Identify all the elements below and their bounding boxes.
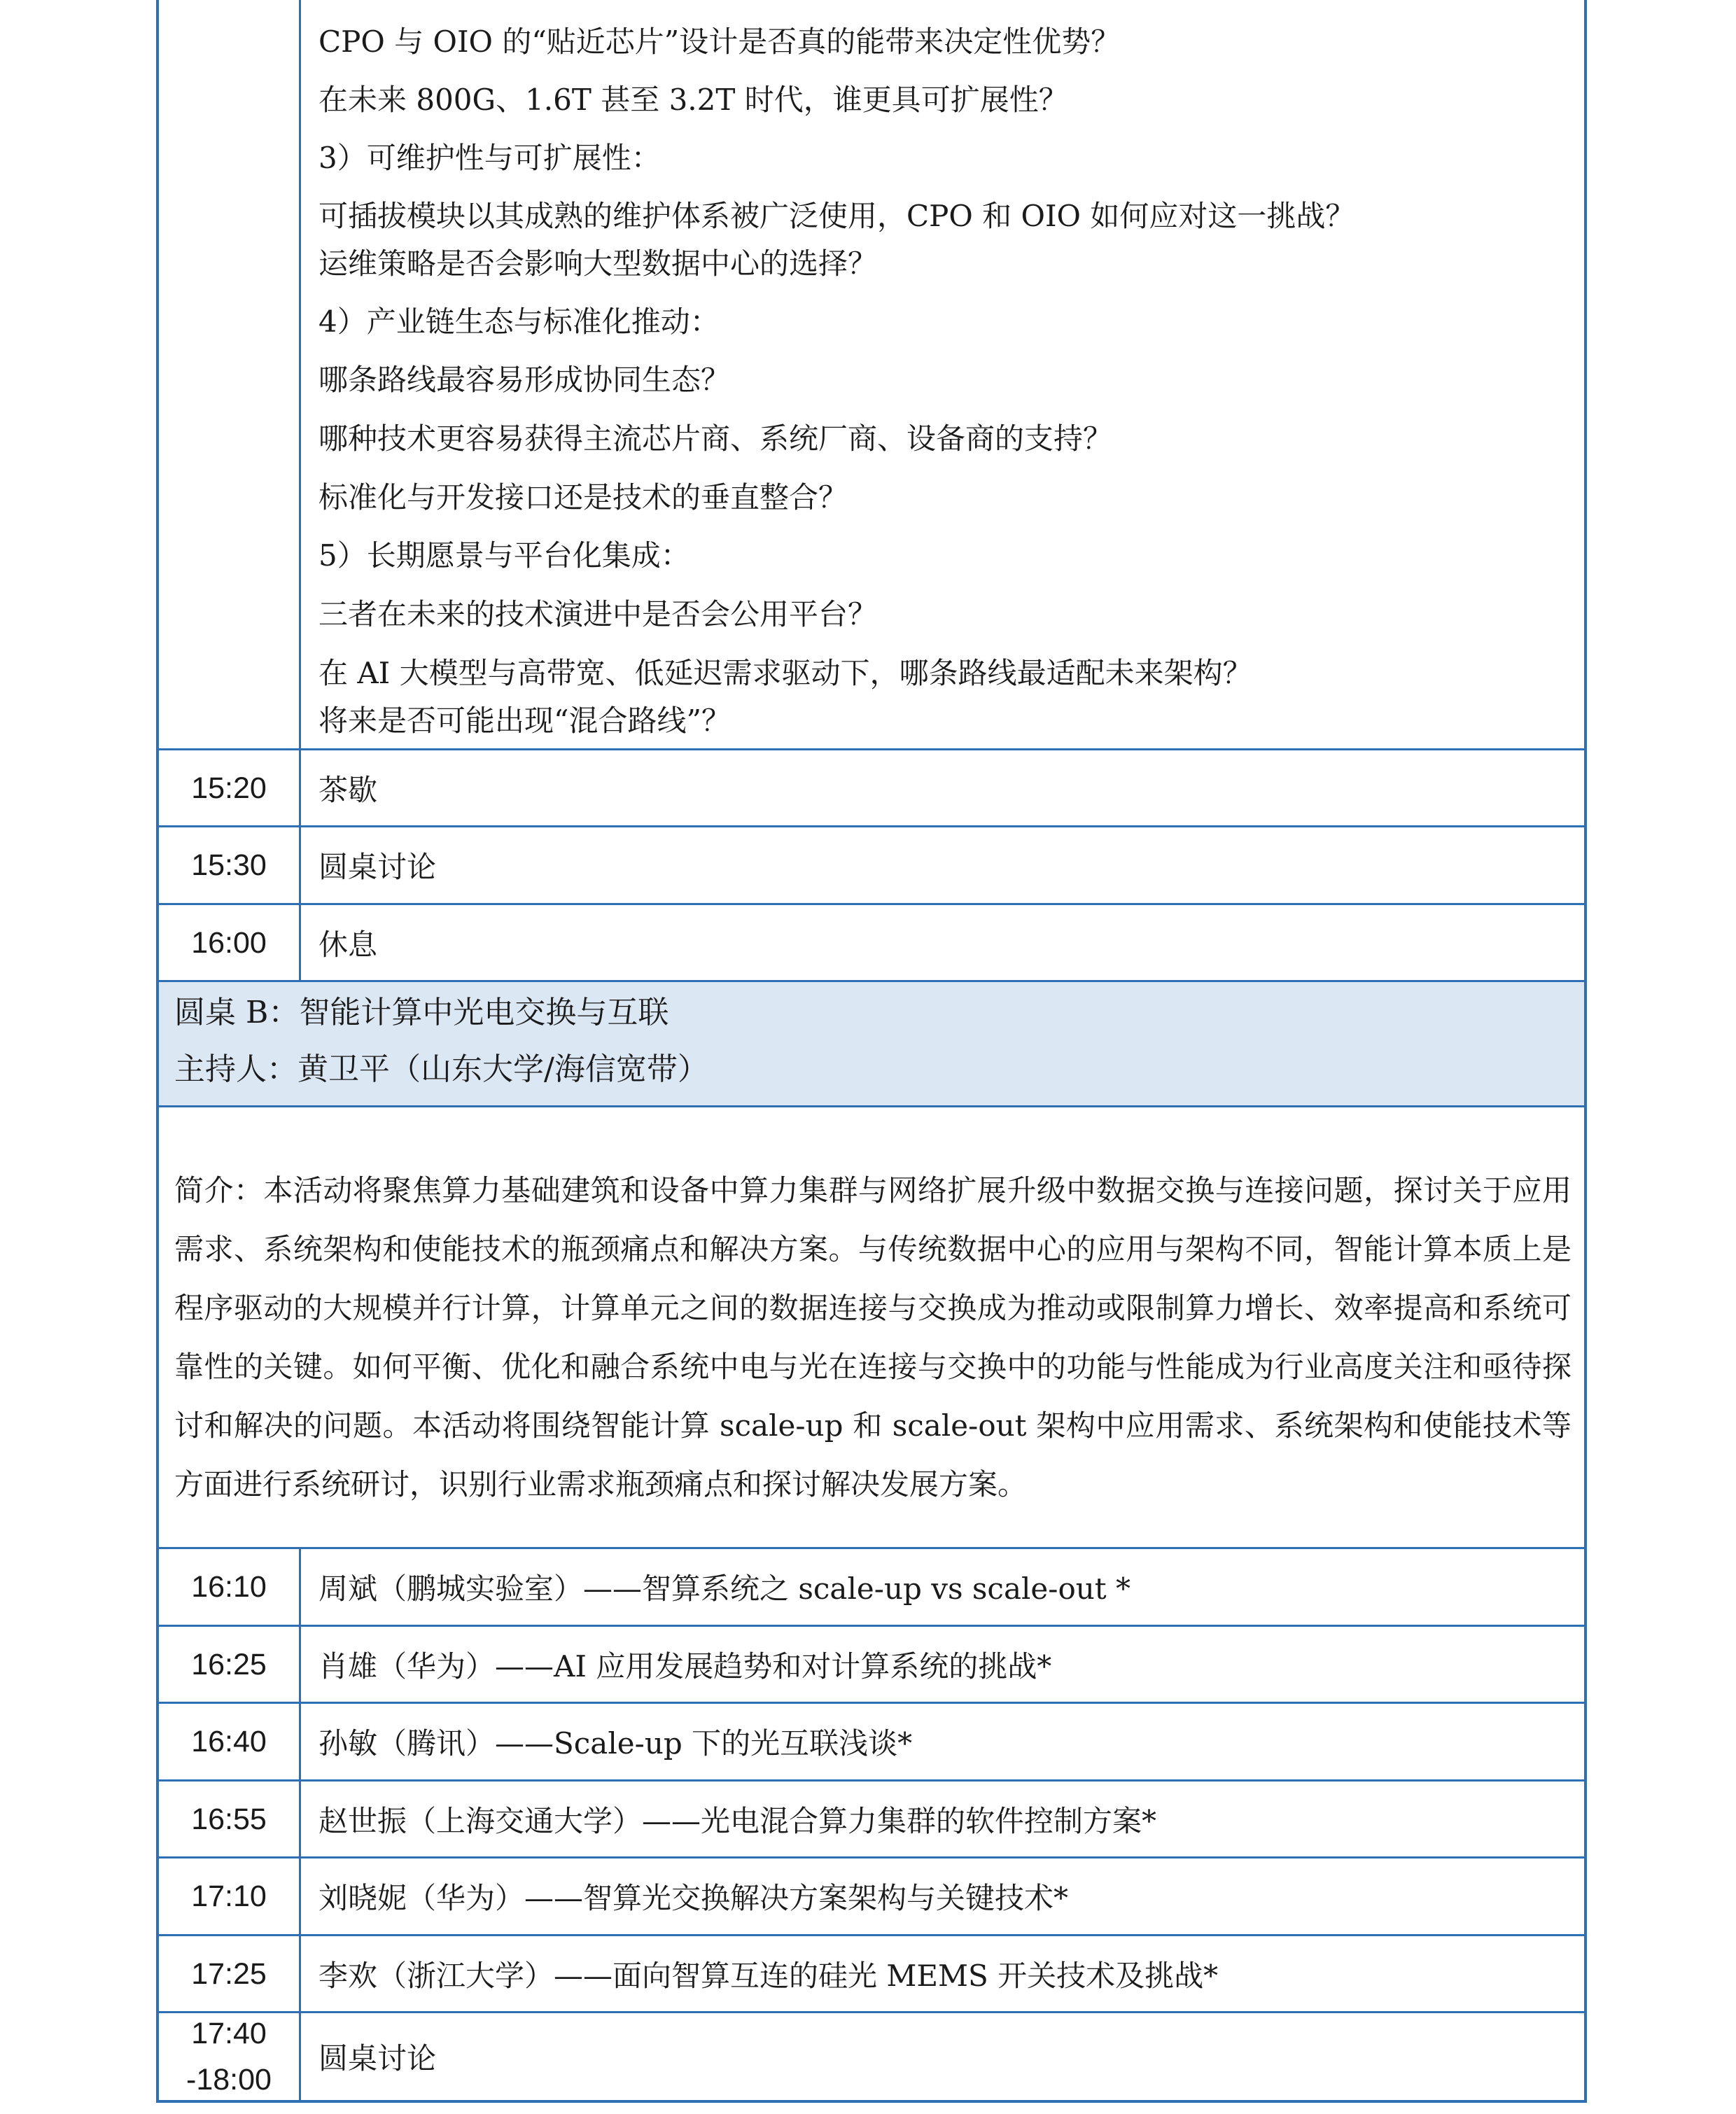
- item-cell: 圆桌讨论: [318, 850, 437, 884]
- question-line: 将来是否可能出现“混合路线”？: [318, 704, 731, 738]
- item-cell: 圆桌讨论: [318, 2041, 437, 2076]
- question-line: 在 AI 大模型与高带宽、低延迟需求驱动下，哪条路线最适配未来架构？: [318, 656, 1252, 690]
- time-cell: 16:55: [159, 1782, 301, 1856]
- schedule-row: [159, 1858, 1584, 1936]
- session-b-header: [159, 982, 1584, 1107]
- question-line: 哪条路线最容易形成协同生态？: [318, 363, 731, 397]
- schedule-row: [159, 1627, 1584, 1704]
- time-start: 17:40: [191, 2017, 267, 2050]
- time-cell: 17:10: [159, 1858, 301, 1934]
- item-cell: 肖雄（华为）——AI 应用发展趋势和对计算系统的挑战*: [318, 1648, 1052, 1684]
- item-cell: 李欢（浙江大学）——面向智算互连的硅光 MEMS 开关技术及挑战*: [318, 1958, 1219, 1993]
- time-cell: 15:20: [159, 750, 301, 825]
- item-cell: 休息: [318, 927, 378, 962]
- schedule-row-final: [159, 2013, 1584, 2100]
- time-cell: 15:30: [159, 827, 301, 903]
- session-title: 圆桌 B：智能计算中光电交换与互联: [174, 995, 669, 1030]
- schedule-row: [159, 1782, 1584, 1858]
- question-heading: 3）可维护性与可扩展性：: [318, 141, 661, 175]
- item-cell: 孙敏（腾讯）——Scale-up 下的光互联浅谈*: [318, 1726, 913, 1760]
- question-line: 在未来 800G、1.6T 甚至 3.2T 时代，谁更具可扩展性？: [318, 83, 1068, 117]
- schedule-row: [159, 827, 1584, 905]
- question-line: 可插拔模块以其成熟的维护体系被广泛使用，CPO 和 OIO 如何应对这一挑战？: [318, 199, 1355, 233]
- time-cell: 16:00: [159, 905, 301, 980]
- question-line: 哪种技术更容易获得主流芯片商、系统厂商、设备商的支持？: [318, 421, 1113, 456]
- item-cell: 茶歇: [318, 772, 378, 807]
- empty-time-cell: [159, 0, 301, 748]
- session-host: 主持人：黄卫平（山东大学/海信宽带）: [174, 1051, 708, 1087]
- schedule-row: [159, 1936, 1584, 2013]
- session-b-intro: [159, 1107, 1584, 1549]
- schedule-row: [159, 750, 1584, 827]
- time-cell: [159, 2013, 301, 2100]
- question-line: 标准化与开发接口还是技术的垂直整合？: [318, 480, 848, 514]
- time-end: -18:00: [186, 2063, 272, 2096]
- questions-row: [159, 0, 1584, 750]
- question-line: 三者在未来的技术演进中是否会公用平台？: [318, 597, 878, 631]
- schedule-row: [159, 1549, 1584, 1627]
- questions-cell: [301, 0, 1584, 748]
- time-cell: 16:25: [159, 1627, 301, 1702]
- schedule-row: [159, 905, 1584, 982]
- question-line: CPO 与 OIO 的“贴近芯片”设计是否真的能带来决定性优势？: [318, 24, 1121, 59]
- item-cell: 刘晓妮（华为）——智算光交换解决方案架构与关键技术*: [318, 1881, 1069, 1915]
- question-line: 运维策略是否会影响大型数据中心的选择？: [318, 246, 878, 281]
- schedule-row: [159, 1704, 1584, 1782]
- time-cell: 17:25: [159, 1936, 301, 2011]
- item-cell: 赵世振（上海交通大学）——光电混合算力集群的软件控制方案*: [318, 1803, 1157, 1838]
- agenda-table: [156, 0, 1587, 2103]
- question-heading: 4）产业链生态与标准化推动：: [318, 304, 720, 339]
- item-cell: 周斌（鹏城实验室）——智算系统之 scale-up vs scale-out *: [318, 1572, 1131, 1606]
- question-heading: 5）长期愿景与平台化集成：: [318, 538, 690, 573]
- intro-paragraph: 简介：本活动将聚焦算力基础建筑和设备中算力集群与网络扩展升级中数据交换与连接问题，探讨关于应用需求、系统架构和使能技术的瓶颈痛点和解决方案。与传统数据中心的应用与架构不同，智能计算本质上是程序驱动的大规模并行计算，计算单元之间的数据连接与交换成为推动或限制算力增长、效率提高和系统可靠性的关键。如何平衡、优化和融合系统中电与光在连接与交换中的功能与性能成为行业高度关注和亟待探讨和解决的问题。本活动将围绕智能计算 scale-up 和 scale-out 架构中应用需求、系统架构和使能技术等方面进行系统研讨，识别行业需求瓶颈痛点和探讨解决发展方案。: [174, 1173, 1572, 1502]
- time-cell: 16:10: [159, 1549, 301, 1625]
- time-cell: 16:40: [159, 1704, 301, 1779]
